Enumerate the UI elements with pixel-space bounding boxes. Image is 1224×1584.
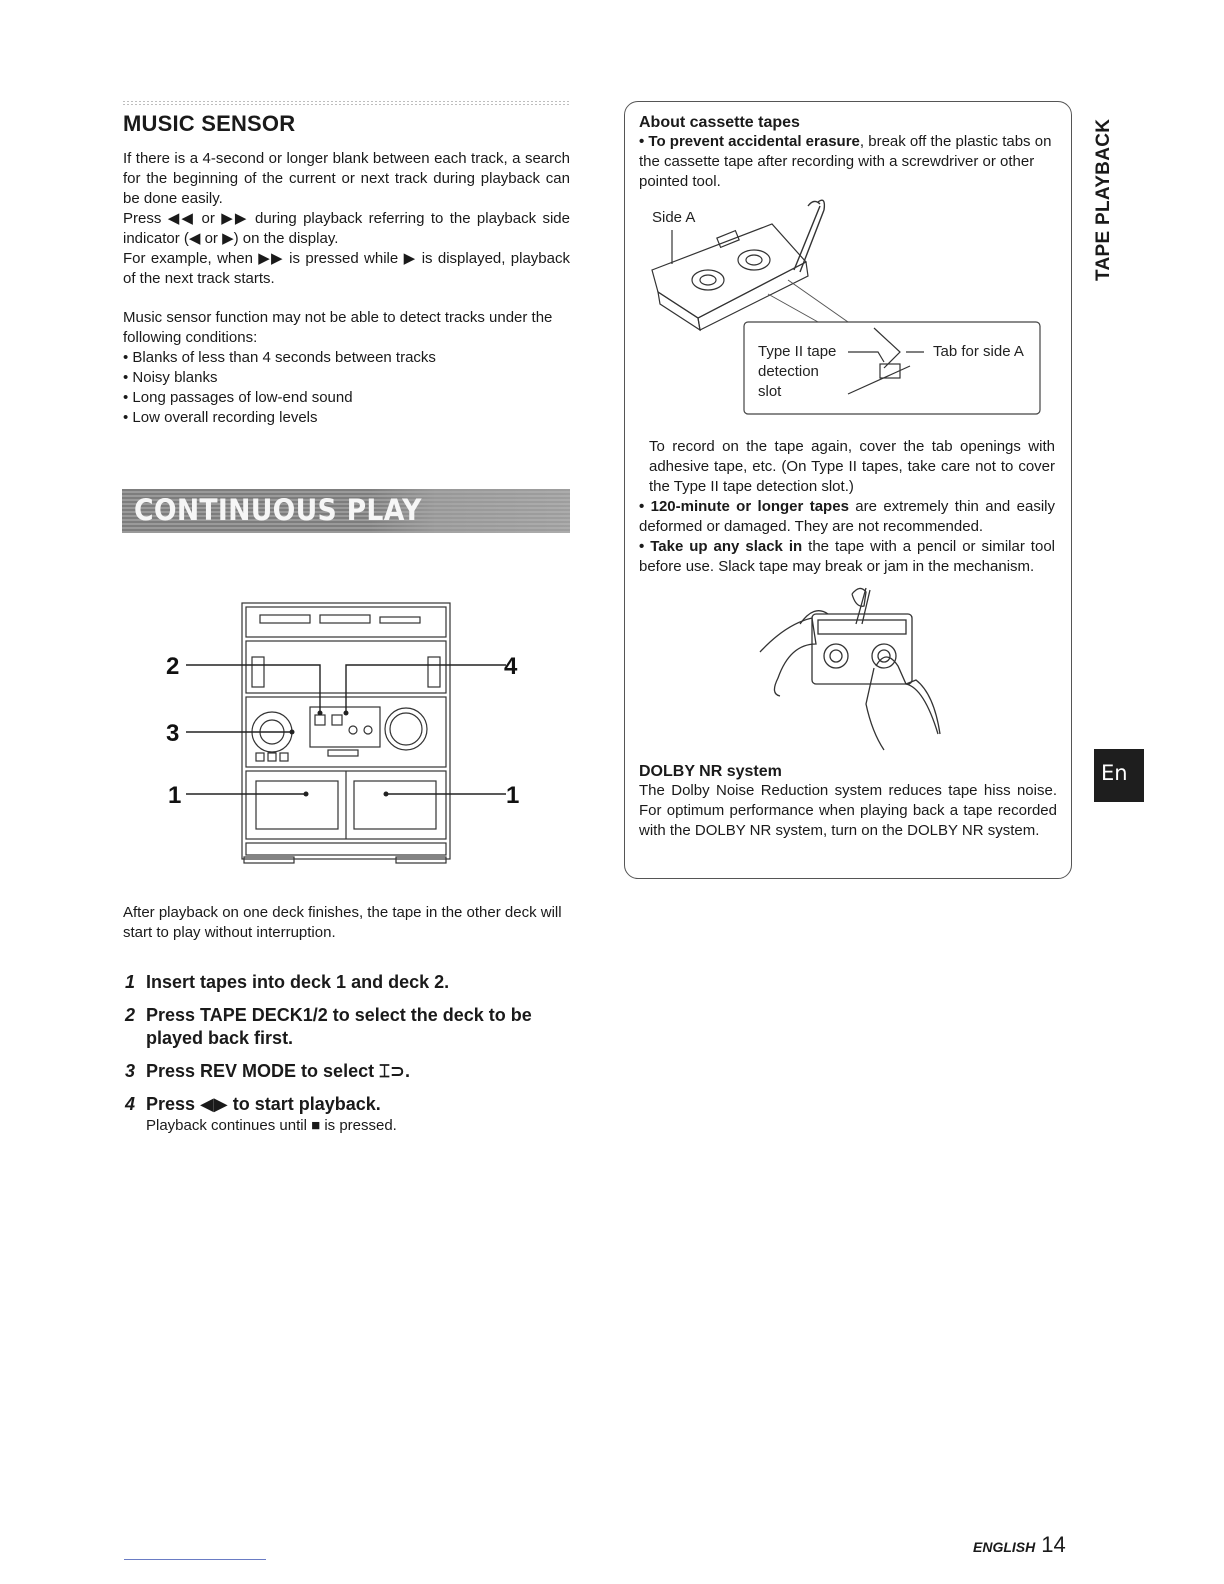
conditions-block — [123, 308, 570, 428]
language-tab — [1094, 749, 1144, 802]
bullet-bold: • Take up any slack in — [639, 538, 803, 555]
callout-1-right: 1 — [506, 782, 520, 809]
erasure-bullet — [639, 132, 1057, 192]
cassette-tapes-title: About cassette tapes — [639, 114, 800, 131]
side-a-label: Side A — [652, 209, 696, 226]
dolby-section — [639, 763, 1057, 841]
continuous-play-description: After playback on one deck finishes, the tape in the other deck will start to play without interruption. — [123, 904, 562, 941]
music-sensor-heading: MUSIC SENSOR — [123, 111, 296, 136]
step-number: 4 — [125, 1094, 136, 1114]
footer-language: ENGLISH — [973, 1539, 1036, 1555]
language-tab-label: En — [1101, 761, 1128, 785]
section-rule — [122, 100, 570, 106]
callout-2: 2 — [166, 653, 180, 680]
dolby-title: DOLBY NR system — [639, 763, 782, 780]
list-item: • Long passages of low-end sound — [123, 389, 353, 406]
dolby-text: The Dolby Noise Reduction system reduces tape hiss noise. For optimum performance when playing back a tape recorded with the DOLBY NR system, turn on the DOLBY NR system. — [639, 782, 1057, 839]
cassette-tab-diagram — [648, 198, 1048, 420]
stereo-unit-illustration — [160, 595, 530, 875]
paragraph: To record on the tape again, cover the tab openings with adhesive tape, etc. (On Type II tapes, take care not to cover the Type II tape detection slot.) — [649, 438, 1055, 495]
bullet-bold: • To prevent accidental erasure — [639, 133, 860, 150]
slack-bullet — [639, 537, 1055, 577]
list-item: • Blanks of less than 4 seconds between tracks — [123, 349, 436, 366]
bottom-rule — [124, 1559, 266, 1560]
list-item: • Noisy blanks — [123, 369, 218, 386]
slack-takeup-illustration — [756, 584, 956, 754]
tape-care-text — [639, 437, 1055, 577]
step-3 — [124, 1060, 574, 1083]
paragraph: For example, when ▶▶ is pressed while ▶ is displayed, playback of the next track starts. — [123, 250, 570, 287]
callout-1-left: 1 — [168, 782, 182, 809]
step-number: 1 — [125, 972, 136, 992]
steps-list — [124, 971, 574, 1145]
bullet-bold: • 120-minute or longer tapes — [639, 498, 849, 515]
step-text: Press TAPE DECK1/2 to select the deck to be played back first. — [146, 1005, 532, 1048]
type2-label: Type II tape detection slot — [758, 343, 837, 400]
tab-label: Tab for side A — [933, 343, 1024, 360]
cassette-tapes-top — [639, 114, 1057, 192]
paragraph: Press ◀◀ or ▶▶ during playback referring to the playback side indicator (◀ or ▶) on the display. — [123, 210, 570, 247]
page-number: 14 — [1041, 1532, 1066, 1557]
callout-3: 3 — [166, 720, 180, 747]
volume-knob — [385, 708, 427, 750]
bullet-text: , break off the plastic tabs on the cassette tape after recording with a screwdriver or other pointed tool. — [639, 133, 1052, 190]
tape-playback-side-tab — [1093, 101, 1123, 281]
screwdriver-icon — [794, 200, 824, 272]
step-1 — [124, 971, 574, 994]
step-number: 3 — [125, 1061, 136, 1081]
step-text: Insert tapes into deck 1 and deck 2. — [146, 972, 450, 992]
long-tape-bullet — [639, 497, 1055, 537]
continuous-play-banner — [122, 489, 570, 533]
list-item: • Low overall recording levels — [123, 409, 318, 426]
side-tab-label: TAPE PLAYBACK — [1093, 118, 1114, 281]
continuous-play-heading: CONTINUOUS PLAY — [134, 493, 422, 527]
step-number: 2 — [125, 1005, 136, 1025]
bullet-text: the tape with a pencil or similar tool before use. Slack tape may break or jam in the mechanism. — [639, 538, 1055, 575]
step-2 — [124, 1004, 574, 1050]
paragraph: If there is a 4-second or longer blank between each track, a search for the beginning of the current or next track during playback can be done easily. — [123, 150, 570, 207]
step-text: Press REV MODE to select ⌶⊃. — [146, 1061, 410, 1081]
cassette-icon — [652, 224, 808, 330]
step-4 — [124, 1093, 574, 1135]
step-note: Playback continues until ■ is pressed. — [146, 1117, 397, 1134]
paragraph: Music sensor function may not be able to detect tracks under the following conditions: — [123, 309, 553, 346]
page-footer — [973, 1532, 1066, 1558]
step-text: Press ◀▶ to start playback. — [146, 1094, 381, 1114]
music-sensor-text — [123, 149, 570, 289]
callout-4: 4 — [504, 653, 518, 680]
bullet-text: are extremely thin and easily deformed or damaged. They are not recommended. — [639, 498, 1055, 535]
